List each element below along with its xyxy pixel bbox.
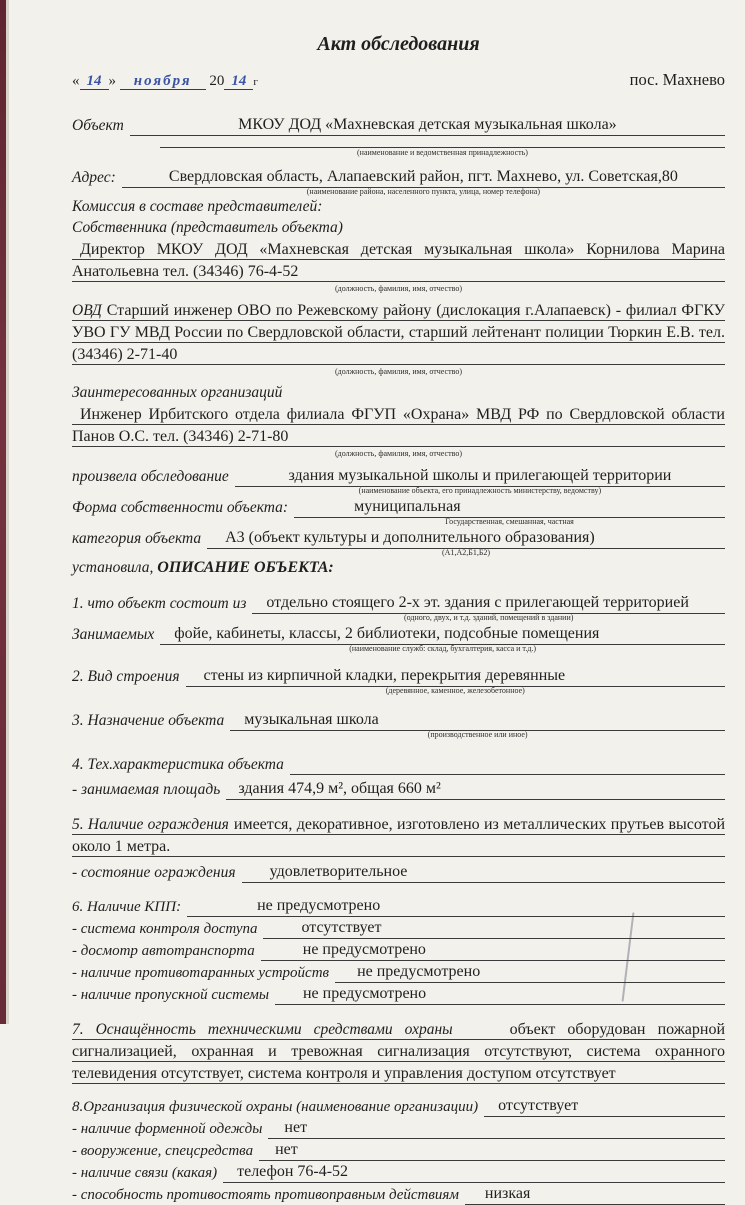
item6-row-line [335,962,725,983]
date-row [72,70,725,90]
item4-area-value: здания 474,9 м², общая 660 м² [238,780,441,797]
field-address-label: Адрес: [72,169,116,186]
item8-line [484,1096,725,1117]
interested-entry-caption: (должность, фамилия, имя, отчество) [335,449,462,458]
owner-entry-caption: (должность, фамилия, имя, отчество) [335,284,462,293]
item8 [72,1096,725,1117]
item8-row-weapons [72,1140,725,1161]
item6-row-label: - наличие пропускной системы [72,987,269,1003]
spacer [72,577,725,589]
item5-state-value: удовлетворительное [269,863,408,880]
field-ownership-label: Форма собственности объекта: [72,499,289,516]
item3-label: 3. Назначение объекта [72,712,225,729]
field-surveyed-label: произвела обследование [72,468,229,485]
item3-line [230,709,725,739]
blank-line [160,139,725,148]
commission-heading: Комиссия в составе представителей: [72,198,323,215]
field-object-line [130,114,725,136]
item3-value: музыкальная школа [244,711,379,728]
item1-occupied-line [160,623,725,653]
quote-open: « [72,73,80,89]
item4 [72,753,725,775]
item3 [72,709,725,739]
field-address-value: Свердловская область, Алапаевский район, пгт. Махнево, ул. Советская,80 [168,168,678,185]
item8-row-value: телефон 76-4-52 [237,1163,349,1180]
field-object-label: Объект [72,117,124,134]
spacer [72,654,725,662]
field-address-caption: (наименование района, населенного пункта, улица, номер телефона) [306,187,541,196]
item1-value: отдельно стоящего 2-х эт. здания с прилегающей территорией [266,594,689,611]
field-object-caption: (наименование и ведомственная принадлежность) [357,148,528,157]
item6-row-value: не предусмотрено [357,963,481,980]
item7 [72,1019,725,1085]
item8-row-label: - вооружение, спецсредства [72,1143,254,1159]
item6-row-access-control [72,918,725,939]
item1-line [252,592,725,622]
item5-value: имеется, декоративное, изготовлено из металлических прутьев высотой около 1 метра. [72,816,725,855]
item8-row-line [259,1140,725,1161]
item5-state-label: - состояние ограждения [72,864,236,881]
owner-entry-value: Директор МКОУ ДОД «Махневская детская музыкальная школа» Корнилова Марина Анатольевна тел. (34346) 76-4-52 [72,241,725,280]
item6-row-line [261,940,725,961]
item8-value: отсутствует [498,1097,579,1114]
item4-area-label: - занимаемая площадь [72,781,221,798]
item4-line [290,753,725,775]
field-ownership-value: муниципальная [354,498,461,515]
field-category-line [207,527,725,557]
item7-value: объект оборудован пожарной сигнализацией, охранная и тревожная сигнализация отсутствуют, система охранного телевидения отсутствует, система контроля и управления доступом отсутствует [72,1021,726,1082]
item8-row-label: - способность противостоять противоправным действиям [72,1187,459,1203]
item8-row-uniform [72,1118,725,1139]
spacer [72,696,725,706]
spacer [72,1005,725,1017]
field-object [72,114,725,136]
date-year-prefix: 20 [209,73,225,89]
item1-occupied [72,623,725,653]
item6-row-line [263,918,725,939]
spacer [72,883,725,895]
spacer [72,740,725,750]
item6-row-label: - наличие противотаранных устройств [72,965,330,981]
item6-label: 6. Наличие КПП: [72,899,182,915]
item5 [72,814,725,858]
item1 [72,592,725,622]
date-year-handwritten: 14 [224,73,253,90]
item8-row-communication [72,1162,725,1183]
item5-label: 5. Наличие ограждения [72,816,234,833]
item8-row-label: - наличие связи (какая) [72,1165,218,1181]
interested-entry-value: Инженер Ирбитского отдела филиала ФГУП «Охрана» МВД РФ по Свердловской области Панов О.С. тел. (34346) 2-71-80 [72,406,725,445]
field-category-caption: (А1,А2,Б1,Б2) [442,548,491,557]
item6-row-value: не предусмотрено [302,941,426,958]
item6-line [187,896,725,917]
item6 [72,896,725,917]
item6-row-label: - досмотр автотранспорта [72,943,255,959]
item1-occupied-caption: (наименование служб: склад, бухгалтерия, касса и т.д.) [349,644,537,653]
item5-state-line [242,861,725,883]
field-ownership [72,496,725,526]
interested-entry [72,404,725,448]
quote-close: » [108,73,116,89]
item1-occupied-value: фойе, кабинеты, классы, 2 библиотеки, подсобные помещения [174,625,600,642]
spacer [72,1085,725,1095]
spacer [72,800,725,812]
item3-caption: (производственное или иное) [427,730,528,739]
ovd-value: Старший инженер ОВО по Режевскому району (дислокация г.Алапаевск) - филиал ФГКУ УВО ГУ МВД России по Свердловской области, старший лейтенант полиции Тюркин Е.В. тел. (34346) 2-71-40 [72,302,725,363]
scan-page-edge-shadow [6,0,9,1024]
item8-row-label: - наличие форменной одежды [72,1121,263,1137]
field-object-caption-line [160,139,725,157]
item1-caption: (одного, двух, и т.д. зданий, помещений в здании) [404,613,574,622]
item1-occupied-label: Занимаемых [72,626,155,643]
item8-row-line [268,1118,725,1139]
field-surveyed-value: здания музыкальной школы и прилегающей территории [288,467,672,484]
item5-state [72,861,725,883]
item6-row-label: - система контроля доступа [72,921,258,937]
field-category-label: категория объекта [72,530,202,547]
item8-row-value: нет [284,1119,308,1136]
owner-entry [72,239,725,283]
item2-line [186,665,725,695]
item8-row-resistance [72,1184,725,1205]
item6-value: не предусмотрено [257,897,381,914]
place-name: пос. Махнево [629,70,725,89]
field-surveyed [72,465,725,495]
field-ownership-caption: Государственная, смешанная, частная [445,517,574,526]
document-title: Акт обследования [317,33,480,55]
item4-area-line [226,778,725,800]
ovd-label: ОВД [72,302,107,319]
established-heading [72,558,725,577]
ovd-entry [72,300,725,366]
ovd-entry-caption: (должность, фамилия, имя, отчество) [335,367,462,376]
item4-area [72,778,725,800]
item1-label: 1. что объект состоит из [72,595,247,612]
item6-row-anti-ram [72,962,725,983]
document-page [72,32,725,1205]
field-surveyed-line [235,465,725,495]
item8-row-line [465,1184,725,1205]
item2-caption: (деревянное, каменное, железобетонное) [385,686,525,695]
field-category-value: А3 (объект культуры и дополнительного образования) [225,529,595,546]
item2 [72,665,725,695]
item6-row-value: не предусмотрено [302,985,427,1002]
item2-label: 2. Вид строения [72,668,180,685]
field-surveyed-caption: (наименование объекта, его принадлежность министерству, ведомству) [358,486,602,495]
field-category [72,527,725,557]
date-day-handwritten: 14 [80,73,109,90]
item8-row-value: низкая [484,1185,531,1202]
field-ownership-line [294,496,725,526]
item6-row-vehicle-inspection [72,940,725,961]
item6-row-line [275,984,725,1005]
owner-heading: Собственника (представитель объекта) [72,219,343,236]
item6-row-value: отсутствует [301,919,382,936]
interested-heading: Заинтересованных организаций [72,384,283,401]
item6-row-pass-system [72,984,725,1005]
date-month-handwritten: ноября [120,73,206,90]
date-field [72,73,258,90]
item7-label: 7. Оснащённость техническими средствами охраны [72,1021,458,1038]
item8-label: 8.Организация физической охраны (наименование организации) [72,1099,479,1115]
item8-row-value: нет [275,1141,298,1158]
item4-label: 4. Тех.характеристика объекта [72,756,284,773]
item2-value: стены из кирпичной кладки, перекрытия деревянные [203,667,566,684]
item8-row-line [223,1162,725,1183]
established-lead: установила, [72,559,154,576]
field-address-line [122,166,725,196]
description-heading: ОПИСАНИЕ ОБЪЕКТА: [157,559,334,576]
date-suffix: г [253,76,258,88]
field-object-value: МКОУ ДОД «Махневская детская музыкальная школа» [238,116,617,133]
field-address [72,166,725,196]
